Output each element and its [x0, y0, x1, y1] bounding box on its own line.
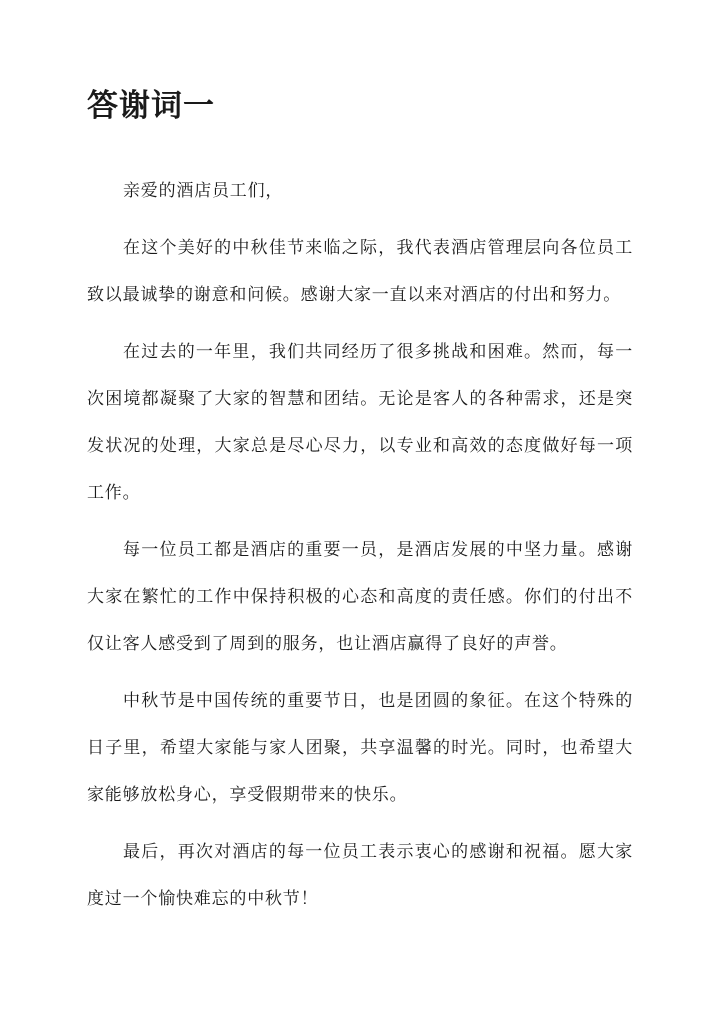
body-paragraph: 在过去的一年里，我们共同经历了很多挑战和困难。然而，每一次困境都凝聚了大家的智慧和团结。无论是客人的各种需求，还是突发状况的处理，大家总是尽心尽力，以专业和高效的态度做好每一项工作。: [87, 342, 633, 503]
document-body: [87, 168, 633, 923]
closing-paragraph: 最后，再次对酒店的每一位员工表示衷心的感谢和祝福。愿大家度过一个愉快难忘的中秋节！: [87, 842, 633, 909]
document-title: 答谢词一: [87, 88, 215, 124]
body-paragraph: 中秋节是中国传统的重要节日，也是团圆的象征。在这个特殊的日子里，希望大家能与家人团聚，共享温馨的时光。同时，也希望大家能够放松身心，享受假期带来的快乐。: [87, 691, 633, 805]
greeting-paragraph: 亲爱的酒店员工们，: [123, 181, 284, 201]
body-paragraph: 在这个美好的中秋佳节来临之际，我代表酒店管理层向各位员工致以最诚挚的谢意和问候。感谢大家一直以来对酒店的付出和努力。: [87, 238, 633, 305]
body-paragraph: 每一位员工都是酒店的重要一员，是酒店发展的中坚力量。感谢大家在繁忙的工作中保持积极的心态和高度的责任感。你们的付出不仅让客人感受到了周到的服务，也让酒店赢得了良好的声誉。: [87, 540, 633, 654]
